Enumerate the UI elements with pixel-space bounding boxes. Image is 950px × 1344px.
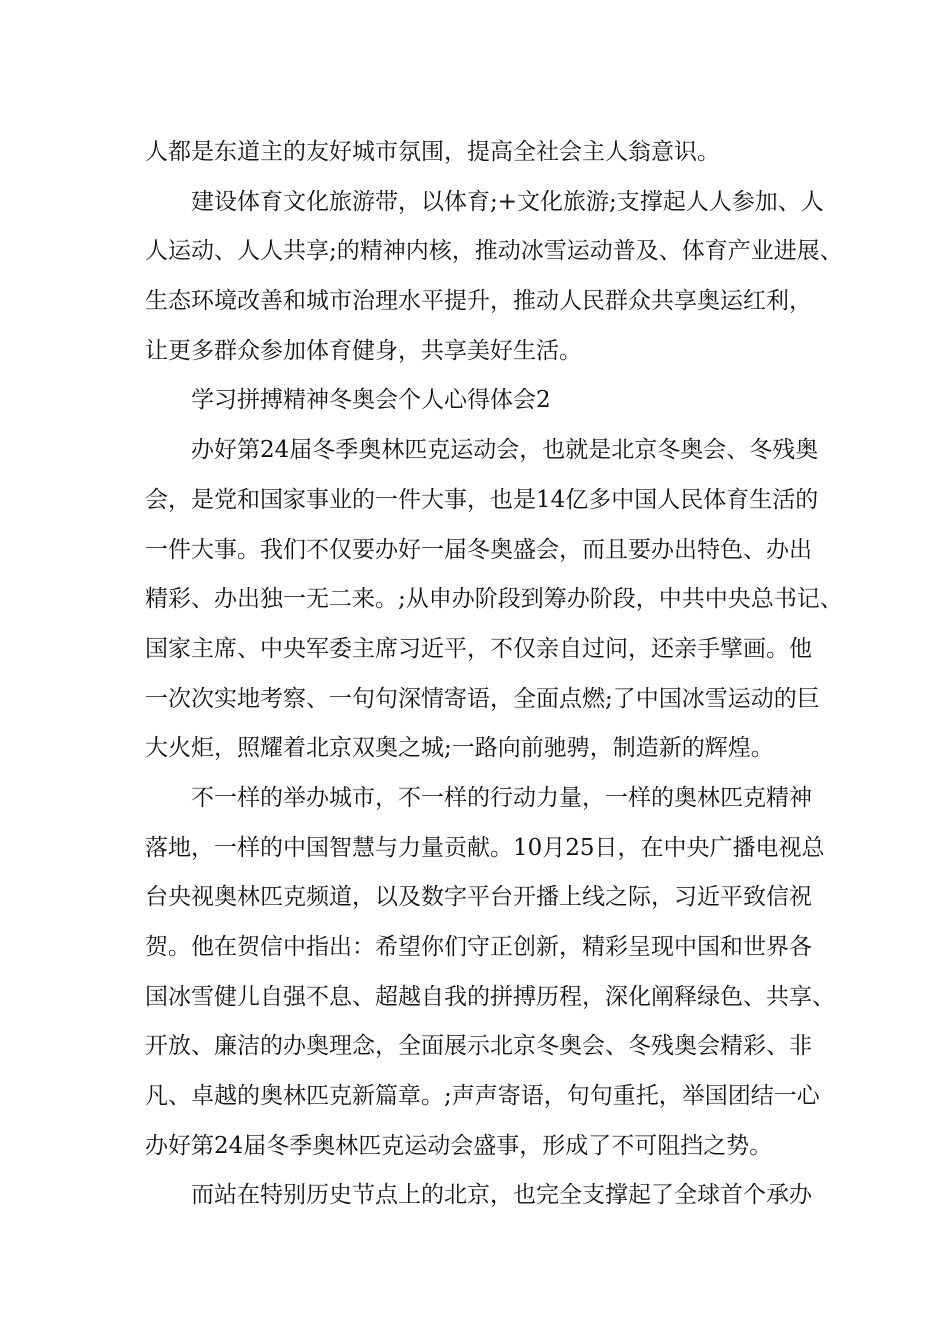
text-line: 一件大事。我们不仅要办好一届冬奥盛会，而且要办出特色、办出 [145, 536, 812, 563]
text-line: 一次次实地考察、一句句深情寄语，全面点燃;了中国冰雪运动的巨 [145, 685, 820, 712]
paragraph-start-line: 不一样的举办城市，不一样的行动力量，一样的奥林匹克精神 [191, 784, 812, 811]
text-line: 国冰雪健儿自强不息、超越自我的拼搏历程，深化阐释绿色、共享、 [145, 983, 835, 1010]
text-line: 让更多群众参加体育健身，共享美好生活。 [145, 337, 582, 364]
text-line: 落地，一样的中国智慧与力量贡献。10月25日，在中央广播电视总 [145, 834, 825, 861]
paragraph-start-line: 而站在特别历史节点上的北京，也完全支撑起了全球首个承办 [191, 1182, 812, 1209]
text-line: 贺。他在贺信中指出：希望你们守正创新，精彩呈现中国和世界各 [145, 934, 812, 960]
text-line: 办好第24届冬季奥林匹克运动会盛事，形成了不可阻挡之势。 [145, 1132, 773, 1159]
text-line: 生态环境改善和城市治理水平提升，推动人民群众共享奥运红利， [145, 288, 812, 315]
text-line: 国家主席、中央军委主席习近平，不仅亲自过问，还亲手擘画。他 [145, 635, 812, 662]
text-line: 大火炬，照耀着北京双奥之城;一路向前驰骋，制造新的辉煌。 [145, 735, 774, 762]
text-line: 精彩、办出独一无二来。;从申办阶段到筹办阶段，中共中央总书记、 [145, 586, 843, 613]
text-line: 开放、廉洁的办奥理念，全面展示北京冬奥会、冬残奥会精彩、非 [145, 1033, 812, 1060]
text-line: 凡、卓越的奥林匹克新篇章。;声声寄语，句句重托，举国团结一心 [145, 1083, 820, 1110]
text-line: 人运动、人人共享;的精神内核，推动冰雪运动普及、体育产业进展、 [145, 238, 843, 265]
text-line: 人都是东道主的友好城市氛围，提高全社会主人翁意识。 [145, 139, 720, 165]
paragraph-start-line: 办好第24届冬季奥林匹克运动会，也就是北京冬奥会、冬残奥 [191, 437, 819, 464]
body-text [145, 128, 843, 1221]
text-line: 台央视奥林匹克频道，以及数字平台开播上线之际，习近平致信祝 [145, 884, 812, 911]
text-line: 会，是党和国家事业的一件大事，也是14亿多中国人民体育生活的 [145, 486, 819, 513]
paragraph-start-line: 建设体育文化旅游带，以体育;+文化旅游;支撑起人人参加、人 [191, 188, 824, 215]
section-heading: 学习拼搏精神冬奥会个人心得体会2 [191, 387, 551, 414]
